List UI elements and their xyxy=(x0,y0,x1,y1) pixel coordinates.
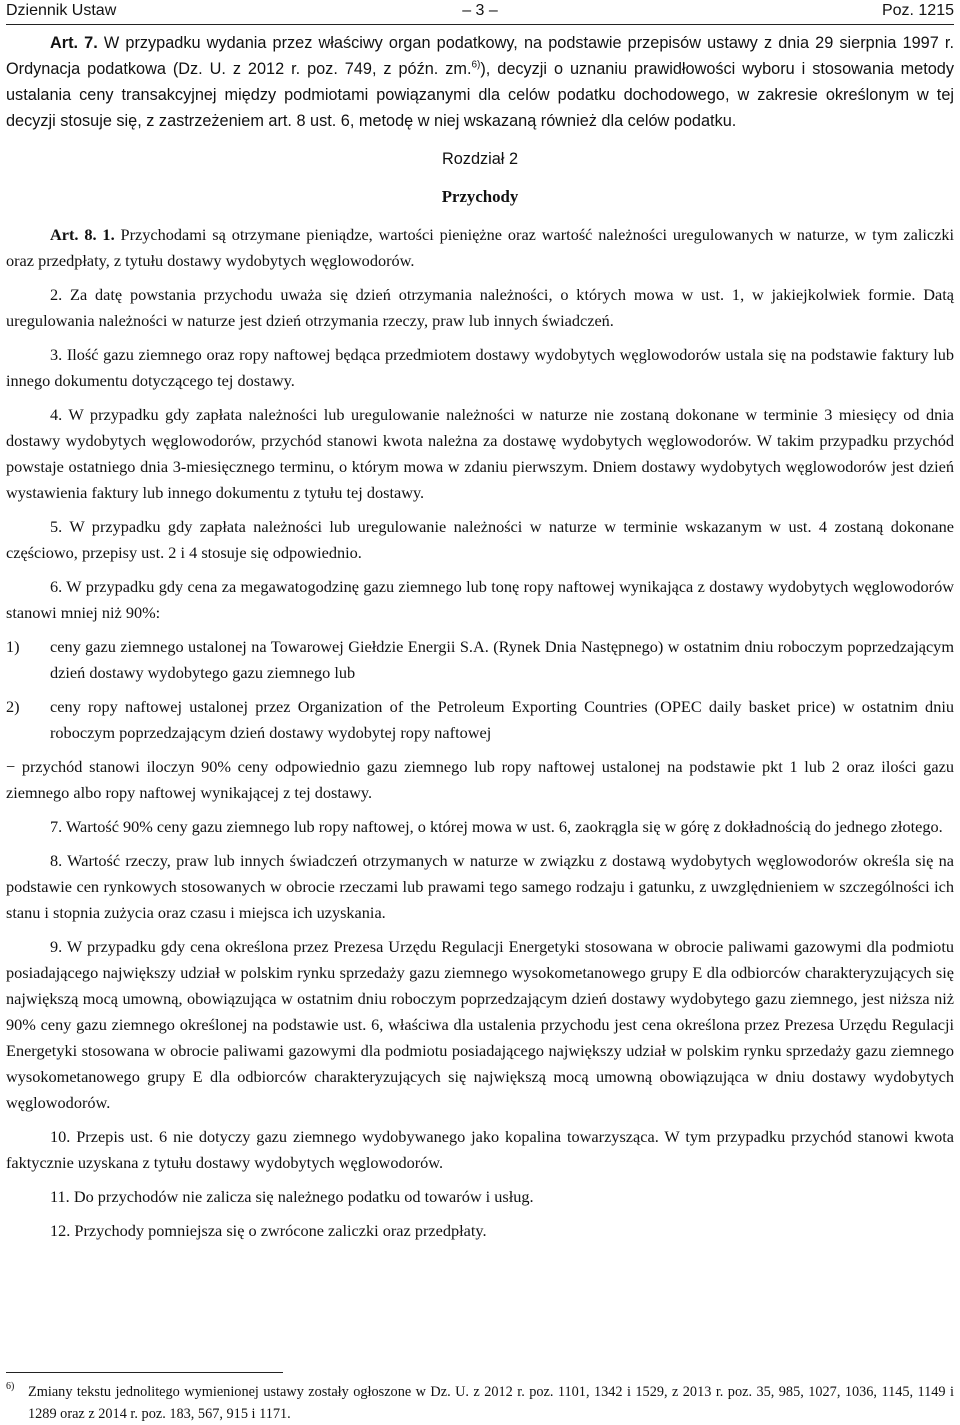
document-body xyxy=(6,30,954,1244)
footnote-text: Zmiany tekstu jednolitego wymienionej ustawy zostały ogłoszone w Dz. U. z 2012 r. poz. 1101, 1342 i 1529, z 2013 r. poz. 35, 985, 1027, 1036, 1145, 1149 i 1289 oraz z 2014 r. poz. 183, 567, 915 i 1171. xyxy=(28,1384,954,1422)
article-8-para-11: 11. Do przychodów nie zalicza się należnego podatku od towarów i usług. xyxy=(50,1187,534,1206)
article-7: Art. 7. W przypadku wydania przez właściwy organ podatkowy, na podstawie przepisów ustawy z dnia 29 sierpnia 1997 r. Ordynacja podatkowa (Dz. U. z 2012 r. poz. 749, z późn. zm.$^{6)}$), decyzji o uznaniu prawidłowości wyboru i stosowania metody ustalania ceny transakcyjnej między podmiotami powiązanymi dla celów podatku dochodowego, w zakresie określonym w tej decyzji stosuje się, z zastrzeżeniem art. 8 ust. 6, metodę w niej wskazaną również dla celów podatku. xyxy=(6,34,954,130)
footnote-reference: 6) xyxy=(471,59,481,71)
list-item xyxy=(6,694,954,746)
list-item-text: ceny ropy naftowej ustalonej przez Organization of the Petroleum Exporting Countries (OPEC daily basket price) w ostatnim dniu roboczym poprzedzającym dzień dostawy wydobytej ropy naftowej xyxy=(50,697,954,742)
article-8-para-7: 7. Wartość 90% ceny gazu ziemnego lub ropy naftowej, o której mowa w ust. 6, zaokrągla się w górę z dokładnością do jednego złotego. xyxy=(50,817,943,836)
list-item xyxy=(6,634,954,686)
article-8-para-5: 5. W przypadku gdy zapłata należności lub uregulowanie należności w naturze w terminie wskazanym w ust. 4 zostaną dokonane częściowo, przepisy ust. 2 i 4 stosuje się odpowiednio. xyxy=(6,517,954,562)
footnote xyxy=(6,1381,954,1425)
article-8-para-6: 6. W przypadku gdy cena za megawatogodzinę gazu ziemnego lub tonę ropy naftowej wynikająca z dostawy wydobytych węglowodorów stanowi mniej niż 90%: xyxy=(6,577,954,622)
article-8-para-10: 10. Przepis ust. 6 nie dotyczy gazu ziemnego wydobywanego jako kopalina towarzysząca. W tym przypadku przychód stanowi kwota faktycznie uzyskana z tytułu dostawy wydobytych węglowodorów. xyxy=(6,1127,954,1172)
header-rule xyxy=(6,24,954,25)
article-8-para-9: 9. W przypadku gdy cena określona przez Prezesa Urzędu Regulacji Energetyki stosowana w obrocie paliwami gazowymi dla podmiotu posiadającego największy udział w polskim rynku sprzedaży gazu ziemnego wysokometanowego grupy E dla odbiorców charakteryzujących się największą mocą umowną, obowiązująca w ostatnim dniu roboczym poprzedzającym dzień dostawy wydobytego gazu ziemnego, jest niższa niż 90% ceny gazu ziemnego określonej na podstawie ust. 6, właściwa dla ustalenia przychodu jest cena określona przez Prezesa Urzędu Regulacji Energetyki stosowana w obrocie paliwami gazowymi dla podmiotu posiadającego największy udział w polskim rynku sprzedaży gazu ziemnego wysokometanowego grupy E dla odbiorców charakteryzujących się największą mocą umowną obowiązująca w dniu dostawy wydobytych węglowodorów. xyxy=(6,937,954,1112)
article-8-label: Art. 8. 1. xyxy=(50,225,115,244)
article-8-para-8: 8. Wartość rzeczy, praw lub innych świadczeń otrzymanych w naturze w związku z dostawą wydobytych węglowodorów określa się na podstawie cen rynkowych stosowanych w obrocie rzeczami lub prawami tego samego rodzaju i gatunku, z uwzględnieniem w szczególności ich stanu i stopnia zużycia oraz czasu i miejsca ich uzyskania. xyxy=(6,851,954,922)
article-8-para-6-tail: − przychód stanowi iloczyn 90% ceny odpowiednio gazu ziemnego lub ropy naftowej ustalonej na podstawie pkt 1 lub 2 oraz ilości gazu ziemnego albo ropy naftowej wynikającej z tej dostawy. xyxy=(6,757,954,802)
article-8-para-2: 2. Za datę powstania przychodu uważa się dzień otrzymania należności, o których mowa w ust. 1, w jakiejkolwiek formie. Datą uregulowania należności w naturze jest dzień otrzymania rzeczy, praw lub innych świadczeń. xyxy=(6,285,954,330)
footnote-rule xyxy=(6,1372,283,1373)
article-7-label: Art. 7. xyxy=(50,34,98,52)
article-8-para-12: 12. Przychody pomniejsza się o zwrócone zaliczki oraz przedpłaty. xyxy=(50,1221,487,1240)
list-item-number: 2) xyxy=(6,697,20,716)
article-8-para-4: 4. W przypadku gdy zapłata należności lub uregulowanie należności w naturze nie zostaną dokonane w terminie 3 miesięcy od dnia dostawy wydobytych węglowodorów, przychód stanowi kwota należna za dostawę wydobytych węglowodorów. W takim przypadku przychód powstaje ostatniego dnia 3-miesięcznego terminu, o którym mowa w zdaniu pierwszym. Dniem dostawy wydobytych węglowodorów jest dzień wystawienia faktury lub innego dokumentu z tytułu tej dostawy. xyxy=(6,405,954,502)
chapter-title: Przychody xyxy=(441,187,519,206)
article-8-para-3: 3. Ilość gazu ziemnego oraz ropy naftowej będąca przedmiotem dostawy wydobytych węglowodorów ustala się na podstawie faktury lub innego dokumentu dotyczącego tej dostawy. xyxy=(6,345,954,390)
position-number: Poz. 1215 xyxy=(881,2,954,19)
list-item-text: ceny gazu ziemnego ustalonej na Towarowej Giełdzie Energii S.A. (Rynek Dnia Następnego) w ostatnim dniu roboczym poprzedzającym dzień dostawy wydobytego gazu ziemnego lub xyxy=(50,637,954,682)
chapter-number: Rozdział 2 xyxy=(441,150,519,168)
page-header xyxy=(6,0,954,24)
page-number: – 3 – xyxy=(462,2,498,19)
footnote-mark: 6) xyxy=(6,1381,15,1392)
list-item-number: 1) xyxy=(6,637,20,656)
journal-title: Dziennik Ustaw xyxy=(6,2,117,19)
article-8-para-1: Art. 8. 1. Przychodami są otrzymane pieniądze, wartości pieniężne oraz wartość należności uregulowanych w naturze, w tym zaliczki oraz przedpłaty, z tytułu dostawy wydobytych węglowodorów. xyxy=(6,225,954,270)
